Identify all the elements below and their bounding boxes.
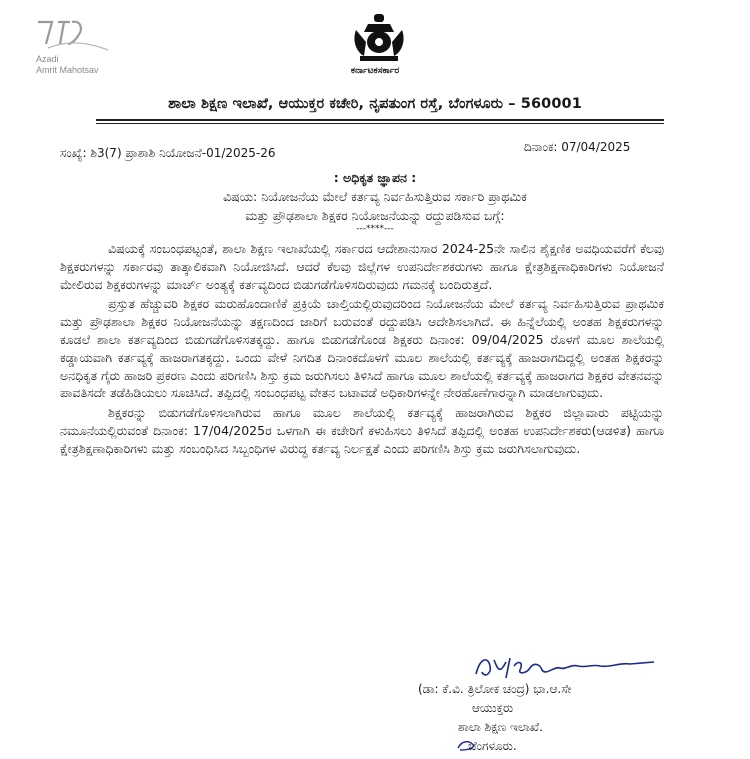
handwritten-signature [470,652,660,682]
memo-body [60,240,664,460]
memo-heading: : ಅಧಿಕೃತ ಜ್ಞಾಪನ : [333,170,417,185]
header-divider [96,119,664,121]
body-paragraph-2: ಪ್ರಸ್ತುತ ಹೆಚ್ಚುವರಿ ಶಿಕ್ಷಕರ ಮರುಹೊಂದಾಣಿಕೆ ಪ್ರಕ್ರಿಯೆ ಚಾಲ್ತಿಯಲ್ಲಿರುವುದರಿಂದ ನಿಯೋಜನೆಯ ಮೇಲೆ ಕರ್ತವ್ಯ ನಿರ್ವಹಿಸುತ್ತಿರುವ ಪ್ರಾಥಮಿಕ ಮತ್ತು ಪ್ರೌಢಶಾಲಾ ಶಿಕ್ಷಕರ ನಿಯೋಜನೆಯನ್ನು ತಕ್ಷಣದಿಂದ ಜಾರಿಗೆ ಬರುವಂತೆ ರದ್ದುಪಡಿಸಿ ಆದೇಶಿಸಲಾಗಿದೆ. ಈ ಹಿನ್ನೆಲೆಯಲ್ಲಿ ಅಂತಹ ಶಿಕ್ಷಕರುಗಳನ್ನು ಕೂಡಲೆ ಶಾಲಾ ಕರ್ತವ್ಯದಿಂದ ಬಿಡುಗಡೆಗೊಳಿಸತಕ್ಕದ್ದು. ಹಾಗೂ ಬಿಡುಗಡೆಗೊಂಡ ಶಿಕ್ಷಕರು ದಿನಾಂಕ: 09/04/2025 ರೊಳಗೆ ಮೂಲ ಶಾಲೆಯಲ್ಲಿ ಕಡ್ಡಾಯವಾಗಿ ಕರ್ತವ್ಯಕ್ಕೆ ಹಾಜರಾಗತಕ್ಕದ್ದು. ಒಂದು ವೇಳೆ ನಿಗದಿತ ದಿನಾಂಕದೊಳಗೆ ಮೂಲ ಶಾಲೆಯಲ್ಲಿ ಕರ್ತವ್ಯಕ್ಕೆ ಹಾಜರಾಗದಿದ್ದಲ್ಲಿ ಅಂತಹ ಶಿಕ್ಷಕರನ್ನು ಅನಧಿಕೃತ ಗೈರು ಹಾಜರಿ ಪ್ರಕರಣ ಎಂದು ಪರಿಗಣಿಸಿ ಶಿಸ್ತು ಕ್ರಮ ಜರುಗಿಸಲು ತಿಳಿಸಿದೆ ಹಾಗೂ ಮೂಲ ಶಾಲೆಯಲ್ಲಿ ಕರ್ತವ್ಯಕ್ಕೆ ಹಾಜರಾಗದ ಶಿಕ್ಷಕರ ವೇತನವನ್ನು ಪಾವತಿಸದೇ ತಡೆಹಿಡಿಯಲು ಸೂಚಿಸಿದೆ. ತಪ್ಪಿದಲ್ಲಿ ಸಂಬಂಧಪಟ್ಟ ವೇತನ ಬಟಾವಡೆ ಅಧಿಕಾರಿಗಳನ್ನೇ ನೇರಹೊಣೆಗಾರನ್ನಾಗಿ ಮಾಡಲಾಗುವುದು. [60,296,664,401]
azadi-logo-line2: Amrit Mahotsav [36,65,99,75]
header-divider-thin [96,123,664,124]
government-name: ಕರ್ನಾಟಕಸರ್ಕಾರ [350,66,400,76]
body-paragraph-3: ಶಿಕ್ಷಕರನ್ನು ಬಿಡುಗಡೆಗೊಳಿಸಲಾಗಿರುವ ಹಾಗೂ ಮೂಲ ಶಾಲೆಯಲ್ಲಿ ಕರ್ತವ್ಯಕ್ಕೆ ಹಾಜರಾಗಿರುವ ಶಿಕ್ಷಕರ ಜಿಲ್ಲಾವಾರು ಪಟ್ಟಿಯನ್ನು ನಮೂನೆಯಲ್ಲಿರುವಂತೆ ದಿನಾಂಕ: 17/04/2025ರ ಒಳಗಾಗಿ ಈ ಕಚೇರಿಗೆ ಕಳುಹಿಸಲು ತಿಳಿಸಿದೆ ತಪ್ಪಿದಲ್ಲಿ ಅಂತಹ ಉಪನಿರ್ದೇಶಕರು(ಆಡಳಿತ) ಹಾಗೂ ಕ್ಷೇತ್ರಶಿಕ್ಷಣಾಧಿಕಾರಿಗಳು ಮತ್ತು ಸಂಬಂಧಿಸಿದ ಸಿಬ್ಬಂಧಿಗಳ ವಿರುದ್ಧ ಕರ್ತವ್ಯ ನಿರ್ಲಕ್ಷತೆ ಎಂದು ಪರಿಗಣಿಸಿ ಶಿಸ್ತು ಕ್ರಮ ಜರುಗಿಸಲಾಗುವುದು. [60,405,664,456]
memo-date: ದಿನಾಂಕ: 07/04/2025 [524,140,631,154]
signatory-place: ಬೆಂಗಳೂರು. [468,739,517,753]
karnataka-emblem-icon [350,12,408,64]
azadi-logo-line1: Azadi [36,54,59,64]
pen-flourish-icon [456,738,478,752]
subject-line-2: ಮತ್ತು ಪ್ರೌಢಶಾಲಾ ಶಿಕ್ಷಕರ ನಿಯೋಜನೆಯನ್ನು ರದ್ದುಪಡಿಸುವ ಬಗ್ಗೆ: [245,208,505,223]
subject-line-1: ವಿಷಯ: ನಿಯೋಜನೆಯ ಮೇಲೆ ಕರ್ತವ್ಯ ನಿರ್ವಹಿಸುತ್ತಿರುವ ಸರ್ಕಾರಿ ಪ್ರಾಥಮಿಕ [223,189,527,204]
office-address: ಶಾಲಾ ಶಿಕ್ಷಣ ಇಲಾಖೆ, ಆಯುಕ್ತರ ಕಚೇರಿ, ನೃಪತುಂಗ ರಸ್ತೆ, ಬೆಂಗಳೂರು – 560001 [168,96,582,112]
signatory-block [418,680,572,756]
reference-number: ಸಂಖ್ಯೆ: ಶಿ3(7) ಪ್ರಾಶಾಶಿ ನಿಯೋಜನೆ-01/2025-26 [60,146,276,160]
memo-subject [0,187,750,225]
signatory-designation: ಆಯುಕ್ತರು [472,701,514,715]
separator: ---****--- [356,224,394,234]
body-paragraph-1: ವಿಷಯಕ್ಕೆ ಸಂಬಂಧಪಟ್ಟಂತೆ, ಶಾಲಾ ಶಿಕ್ಷಣ ಇಲಾಖೆಯಲ್ಲಿ ಸರ್ಕಾರದ ಆದೇಶಾನುಸಾರ 2024-25ನೇ ಸಾಲಿನ ಶೈಕ್ಷಣಿಕ ಅವಧಿಯವರೆಗೆ ಕೆಲವು ಶಿಕ್ಷಕರುಗಳನ್ನು ಸರ್ಕಾರವು ತಾತ್ಕಾಲಿಕವಾಗಿ ನಿಯೋಜಿಸಿದೆ. ಆದರೆ ಕೆಲವು ಜಿಲ್ಲೆಗಳ ಉಪನಿರ್ದೇಶಕರುಗಳು ಹಾಗೂ ಕ್ಷೇತ್ರಶಿಕ್ಷಣಾಧಿಕಾರಿಗಳು ನಿಯೋಜನೆ ಮೇಲಿರುವ ಶಿಕ್ಷಕರುಗಳನ್ನು ಮಾರ್ಚ್ ಅಂತ್ಯಕ್ಕೆ ಕರ್ತವ್ಯದಿಂದ ಬಿಡುಗಡೆಗೊಳಿಸದಿರುವುದು ಗಮನಕ್ಕೆ ಬಂದಿರುತ್ತದೆ. [60,241,664,292]
signatory-department: ಶಾಲಾ ಶಿಕ್ಷಣ ಇಲಾಖೆ. [458,720,543,734]
signatory-name: (ಡಾ: ಕೆ.ವಿ. ತ್ರಿಲೋಕ ಚಂದ್ರ) ಭಾ.ಆ.ಸೇ [418,682,572,696]
